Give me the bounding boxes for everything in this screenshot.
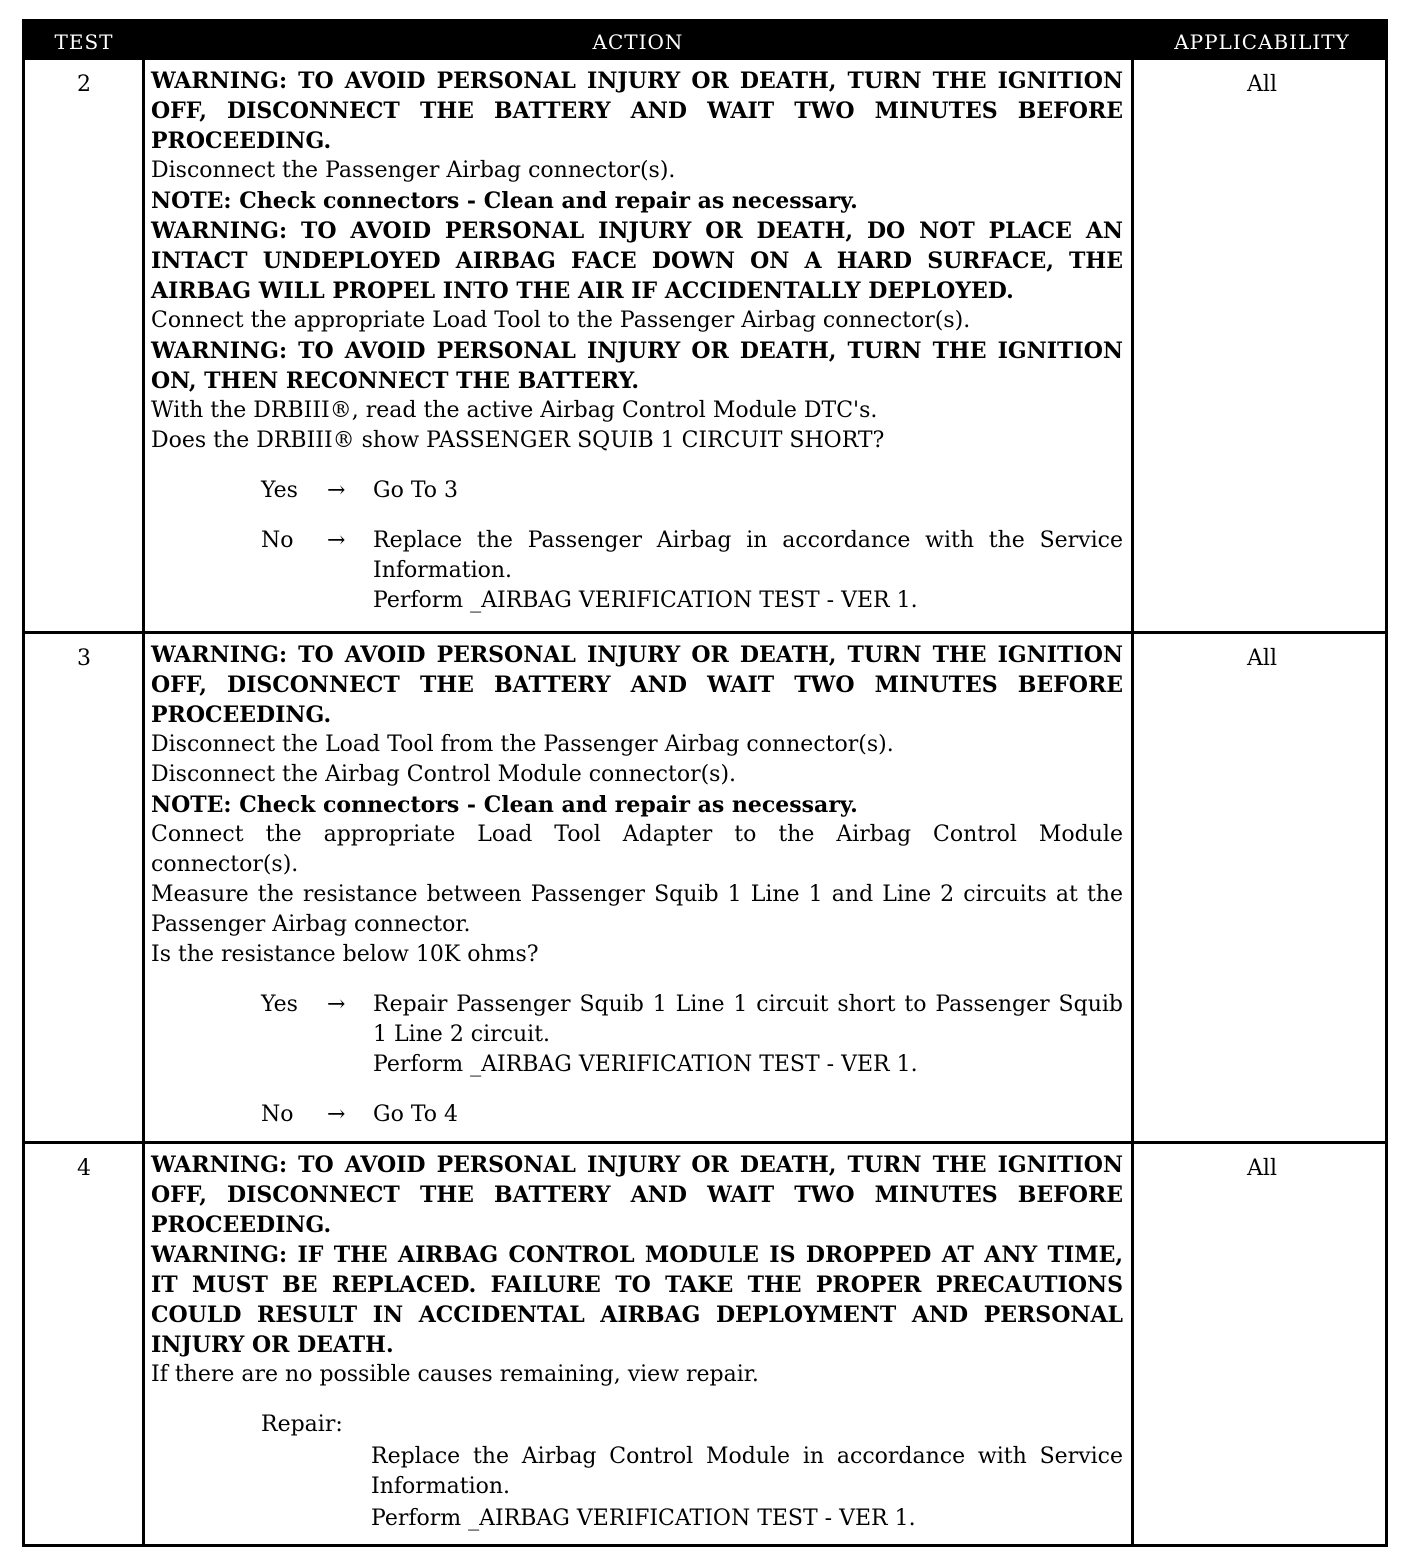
yes-response (151, 990, 1123, 1080)
warning-text: WARNING: IF THE AIRBAG CONTROL MODULE IS DROPPED AT ANY TIME, IT MUST BE REPLACED. FAILURE TO TAKE THE PROPER PRECAUTIONS COULD RESULT IN ACCIDENTAL AIRBAG DEPLOYMENT AND PERSONAL INJURY OR DEATH. (151, 1242, 1123, 1358)
header-applicability: APPLICABILITY (1174, 30, 1350, 54)
test-number: 2 (77, 72, 91, 97)
note-text: NOTE: Check connectors - Clean and repair as necessary. (151, 188, 858, 214)
instruction-text: If there are no possible causes remaining, view repair. (151, 1362, 759, 1387)
question-text: Does the DRBIII® show PASSENGER SQUIB 1 CIRCUIT SHORT? (151, 428, 885, 453)
arrow-icon: → (327, 1102, 346, 1127)
yes-label: Yes (261, 478, 298, 503)
header-action: ACTION (592, 30, 684, 54)
test-number: 4 (77, 1156, 91, 1181)
repair-text: Replace the Airbag Control Module in accordance with Service Information. (371, 1444, 1123, 1499)
applicability: All (1247, 72, 1277, 97)
header-test: TEST (54, 30, 114, 54)
table-row (25, 634, 1385, 1141)
arrow-icon: → (327, 992, 346, 1017)
question-text: Is the resistance below 10K ohms? (151, 942, 539, 967)
no-response (151, 1100, 1123, 1130)
yes-label: Yes (261, 992, 298, 1017)
no-text: Replace the Passenger Airbag in accordance with the Service Information. (373, 528, 1123, 583)
instruction-text: Connect the appropriate Load Tool Adapter to the Airbag Control Module connector(s). (151, 822, 1123, 877)
yes-text: Repair Passenger Squib 1 Line 1 circuit short to Passenger Squib 1 Line 2 circuit. (373, 992, 1123, 1047)
warning-text: WARNING: TO AVOID PERSONAL INJURY OR DEATH, TURN THE IGNITION OFF, DISCONNECT THE BATTERY AND WAIT TWO MINUTES BEFORE PROCEEDING. (151, 1152, 1123, 1238)
instruction-text: Connect the appropriate Load Tool to the Passenger Airbag connector(s). (151, 308, 971, 333)
instruction-text: Measure the resistance between Passenger Squib 1 Line 1 and Line 2 circuits at the Passenger Airbag connector. (151, 882, 1123, 937)
no-label: No (261, 1102, 294, 1127)
table-header (25, 22, 1385, 60)
applicability: All (1247, 1156, 1277, 1181)
no-label: No (261, 528, 294, 553)
no-text: Go To 4 (373, 1102, 459, 1127)
note-text: NOTE: Check connectors - Clean and repair as necessary. (151, 792, 858, 818)
applicability: All (1247, 646, 1277, 671)
test-table (22, 19, 1388, 1547)
warning-text: WARNING: TO AVOID PERSONAL INJURY OR DEATH, TURN THE IGNITION OFF, DISCONNECT THE BATTERY AND WAIT TWO MINUTES BEFORE PROCEEDING. (151, 642, 1123, 728)
warning-text: WARNING: TO AVOID PERSONAL INJURY OR DEATH, TURN THE IGNITION OFF, DISCONNECT THE BATTERY AND WAIT TWO MINUTES BEFORE PROCEEDING. (151, 68, 1123, 154)
warning-text: WARNING: TO AVOID PERSONAL INJURY OR DEATH, DO NOT PLACE AN INTACT UNDEPLOYED AIRBAG FACE DOWN ON A HARD SURFACE, THE AIRBAG WILL PROPEL INTO THE AIR IF ACCIDENTALLY DEPLOYED. (151, 218, 1123, 304)
instruction-text: Disconnect the Airbag Control Module connector(s). (151, 762, 737, 787)
repair-text-perform: Perform _AIRBAG VERIFICATION TEST - VER 1. (371, 1506, 916, 1531)
instruction-text: Disconnect the Load Tool from the Passenger Airbag connector(s). (151, 732, 894, 757)
action-cell (151, 66, 1123, 616)
yes-text-perform: Perform _AIRBAG VERIFICATION TEST - VER 1. (373, 1052, 918, 1077)
action-cell (151, 640, 1123, 1130)
repair-label: Repair: (261, 1412, 343, 1437)
yes-response (151, 476, 1123, 506)
instruction-text: Disconnect the Passenger Airbag connector(s). (151, 158, 676, 183)
arrow-icon: → (327, 528, 346, 553)
no-text-perform: Perform _AIRBAG VERIFICATION TEST - VER 1. (373, 588, 918, 613)
yes-text: Go To 3 (373, 478, 459, 503)
warning-text: WARNING: TO AVOID PERSONAL INJURY OR DEATH, TURN THE IGNITION ON, THEN RECONNECT THE BATTERY. (151, 338, 1123, 394)
table-row (25, 1144, 1385, 1547)
table-row (25, 60, 1385, 631)
action-cell (151, 1150, 1123, 1534)
arrow-icon: → (327, 478, 346, 503)
instruction-text: With the DRBIII®, read the active Airbag Control Module DTC's. (151, 398, 878, 423)
no-response (151, 526, 1123, 616)
test-number: 3 (77, 646, 91, 671)
